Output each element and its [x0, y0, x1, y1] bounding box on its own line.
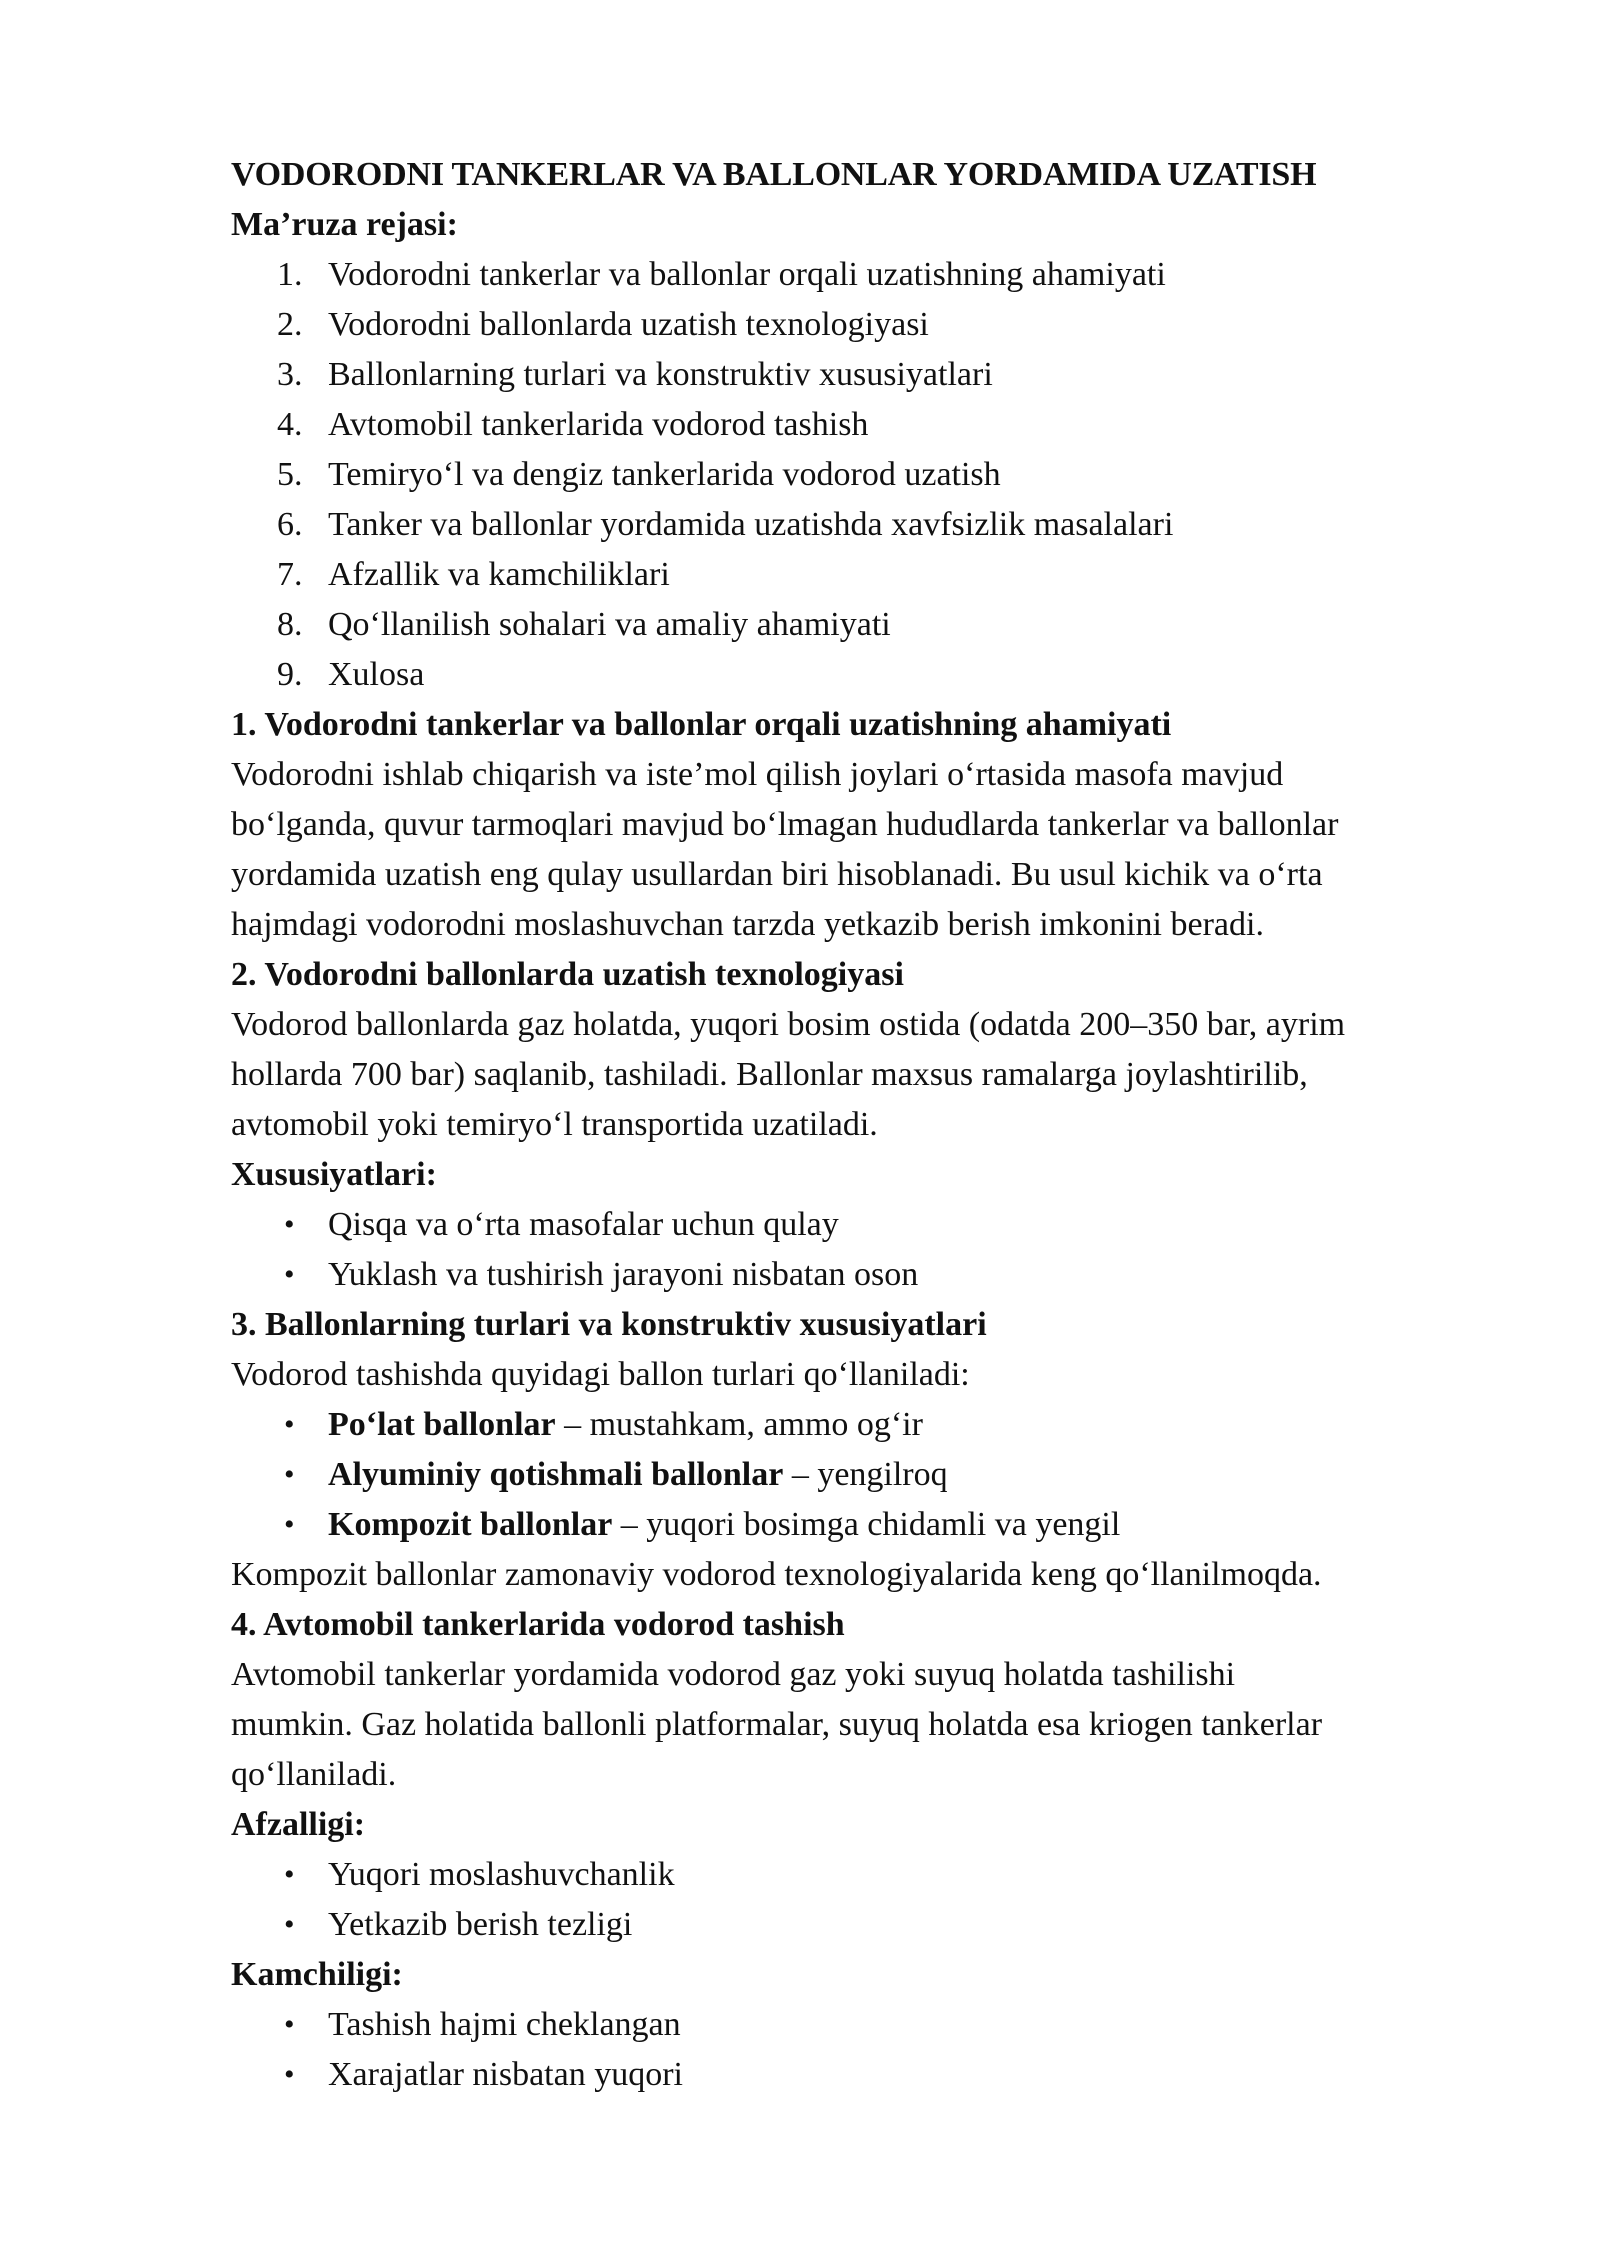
balloon-type-name: Alyuminiy qotishmali ballonlar [328, 1456, 784, 1493]
plan-item [231, 450, 1531, 500]
disadvantages-list [231, 2000, 1531, 2100]
plan-item-text: Qo‘llanilish sohalari va amaliy ahamiyati [328, 606, 891, 643]
plan-item-text: Afzallik va kamchiliklari [328, 556, 670, 593]
section-4-text-line: qo‘llaniladi. [231, 1756, 397, 1793]
list-item [231, 2000, 1531, 2050]
balloon-types-list [231, 1400, 1531, 1550]
advantages-list [231, 1850, 1531, 1950]
plan-item-text: Xulosa [328, 656, 425, 693]
section-2-text-line: Vodorod ballonlarda gaz holatda, yuqori bosim ostida (odatda 200–350 bar, ayrim [231, 1006, 1346, 1043]
list-item [231, 1850, 1531, 1900]
features-list [231, 1200, 1531, 1300]
plan-item-text: Vodorodni ballonlarda uzatish texnologiyasi [328, 306, 929, 343]
plan-item [231, 300, 1531, 350]
plan-item [231, 350, 1531, 400]
list-item-text: Qisqa va o‘rta masofalar uchun qulay [328, 1206, 839, 1243]
plan-item-text: Ballonlarning turlari va konstruktiv xususiyatlari [328, 356, 993, 393]
bullet-icon: • [284, 2058, 295, 2091]
list-item-text: Yuqori moslashuvchanlik [328, 1856, 675, 1893]
plan-item-number: 6. [277, 506, 303, 543]
list-item [231, 1450, 1531, 1500]
document-body [231, 150, 1531, 2100]
plan-item-text: Vodorodni tankerlar va ballonlar orqali uzatishning ahamiyati [328, 256, 1166, 293]
plan-item [231, 650, 1531, 700]
section-4-heading: 4. Avtomobil tankerlarida vodorod tashish [231, 1606, 845, 1643]
section-1-text-line: bo‘lganda, quvur tarmoqlari mavjud bo‘lmagan hududlarda tankerlar va ballonlar [231, 806, 1339, 843]
section-4-text-line: Avtomobil tankerlar yordamida vodorod gaz yoki suyuq holatda tashilishi [231, 1656, 1236, 1693]
plan-item-text: Tanker va ballonlar yordamida uzatishda xavfsizlik masalalari [328, 506, 1174, 543]
bullet-icon: • [284, 1458, 295, 1491]
section-3-intro: Vodorod tashishda quyidagi ballon turlari qo‘llaniladi: [231, 1356, 970, 1393]
plan-item-number: 1. [277, 256, 303, 293]
disadvantages-heading: Kamchiligi: [231, 1956, 403, 1993]
plan-item-number: 9. [277, 656, 303, 693]
plan-item-number: 7. [277, 556, 303, 593]
bullet-icon: • [284, 1908, 295, 1941]
bullet-icon: • [284, 1208, 295, 1241]
plan-item-number: 2. [277, 306, 303, 343]
section-4-text-line: mumkin. Gaz holatida ballonli platformalar, suyuq holatda esa kriogen tankerlar [231, 1706, 1323, 1743]
plan-list [231, 250, 1531, 700]
section-1-text-line: hajmdagi vodorodni moslashuvchan tarzda yetkazib berish imkonini beradi. [231, 906, 1264, 943]
section-1-text-line: Vodorodni ishlab chiqarish va iste’mol qilish joylari o‘rtasida masofa mavjud [231, 756, 1284, 793]
list-item [231, 1900, 1531, 1950]
list-item-text: Tashish hajmi cheklangan [328, 2006, 681, 2043]
document-title: VODORODNI TANKERLAR VA BALLONLAR YORDAMIDA UZATISH [231, 156, 1317, 193]
list-item [231, 2050, 1531, 2100]
list-item [231, 1250, 1531, 1300]
features-heading: Xususiyatlari: [231, 1156, 437, 1193]
plan-item-number: 3. [277, 356, 303, 393]
section-2-heading: 2. Vodorodni ballonlarda uzatish texnologiyasi [231, 956, 904, 993]
plan-item-text: Avtomobil tankerlarida vodorod tashish [328, 406, 869, 443]
balloon-type-desc: – yuqori bosimga chidamli va yengil [612, 1506, 1121, 1543]
plan-item [231, 500, 1531, 550]
plan-item-number: 4. [277, 406, 303, 443]
plan-item-text: Temiryo‘l va dengiz tankerlarida vodorod uzatish [328, 456, 1001, 493]
advantages-heading: Afzalligi: [231, 1806, 366, 1843]
balloon-type-desc: – yengilroq [783, 1456, 948, 1493]
balloon-type-name: Kompozit ballonlar [328, 1506, 613, 1543]
section-3-heading: 3. Ballonlarning turlari va konstruktiv xususiyatlari [231, 1306, 987, 1343]
plan-item [231, 250, 1531, 300]
section-2-text-line: hollarda 700 bar) saqlanib, tashiladi. Ballonlar maxsus ramalarga joylashtirilib, [231, 1056, 1308, 1093]
plan-item [231, 550, 1531, 600]
bullet-icon: • [284, 1408, 295, 1441]
plan-item-number: 5. [277, 456, 303, 493]
plan-heading: Ma’ruza rejasi: [231, 206, 458, 243]
list-item [231, 1200, 1531, 1250]
section-1-heading: 1. Vodorodni tankerlar va ballonlar orqali uzatishning ahamiyati [231, 706, 1172, 743]
plan-item [231, 600, 1531, 650]
bullet-icon: • [284, 1258, 295, 1291]
bullet-icon: • [284, 2008, 295, 2041]
list-item [231, 1500, 1531, 1550]
list-item-text: Yuklash va tushirish jarayoni nisbatan oson [328, 1256, 919, 1293]
list-item-text: Xarajatlar nisbatan yuqori [328, 2056, 683, 2093]
bullet-icon: • [284, 1858, 295, 1891]
balloon-type-name: Po‘lat ballonlar [328, 1406, 556, 1443]
section-1-text-line: yordamida uzatish eng qulay usullardan biri hisoblanadi. Bu usul kichik va o‘rta [231, 856, 1323, 893]
list-item [231, 1400, 1531, 1450]
section-2-text-line: avtomobil yoki temiryo‘l transportida uzatiladi. [231, 1106, 878, 1143]
plan-item-number: 8. [277, 606, 303, 643]
bullet-icon: • [284, 1508, 295, 1541]
plan-item [231, 400, 1531, 450]
list-item-text: Yetkazib berish tezligi [328, 1906, 633, 1943]
balloon-type-desc: – mustahkam, ammo og‘ir [555, 1406, 923, 1443]
section-3-outro: Kompozit ballonlar zamonaviy vodorod texnologiyalarida keng qo‘llanilmoqda. [231, 1556, 1322, 1593]
